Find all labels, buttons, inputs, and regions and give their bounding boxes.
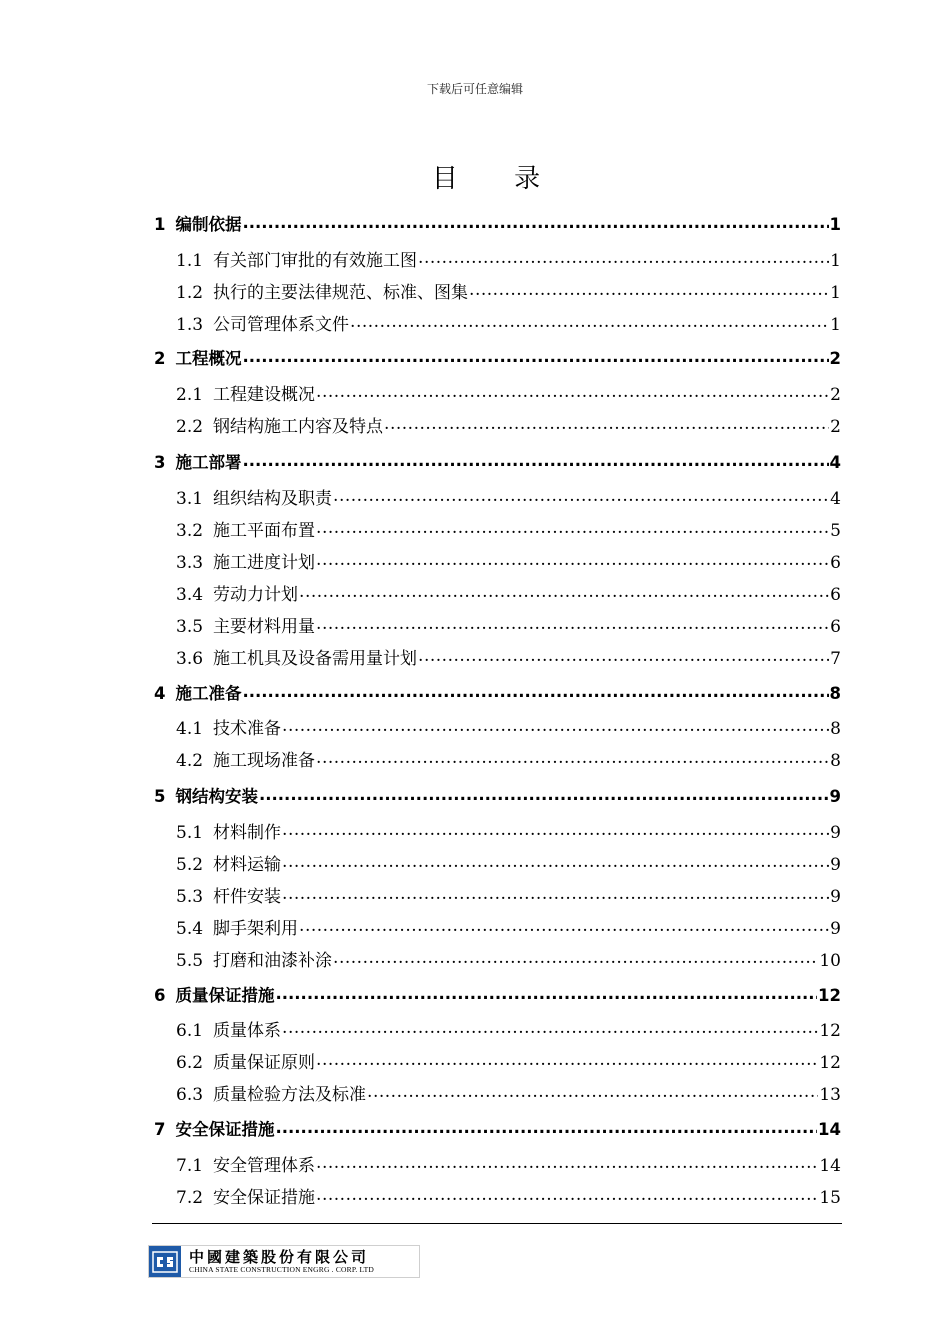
- toc-section[interactable]: [176, 1151, 841, 1175]
- toc-title-text: 安全保证措施: [213, 1188, 316, 1208]
- toc-dot-leader: [367, 1083, 818, 1100]
- toc-title-text: 质量体系: [213, 1021, 282, 1041]
- toc-title-text: 施工现场准备: [213, 751, 316, 771]
- toc-title-text: 安全管理体系: [213, 1156, 316, 1176]
- toc-dot-leader: [282, 821, 829, 838]
- toc-dot-leader: [299, 917, 829, 934]
- toc-section[interactable]: [176, 278, 841, 302]
- toc-page-number: 2: [830, 417, 841, 437]
- toc-section[interactable]: [176, 516, 841, 540]
- toc-title-text: 脚手架利用: [213, 919, 299, 939]
- toc-page-number: 13: [819, 1085, 841, 1105]
- toc-dot-leader: [242, 348, 828, 365]
- toc-number: 2.1: [176, 385, 204, 405]
- toc-title-text: 质量保证措施: [175, 986, 275, 1005]
- toc-title-text: 技术准备: [213, 719, 282, 739]
- toc-section[interactable]: [176, 580, 841, 604]
- toc-section[interactable]: [176, 818, 841, 842]
- toc-section[interactable]: [176, 1016, 841, 1040]
- toc-section[interactable]: [176, 1080, 841, 1104]
- toc-number: 4.2: [176, 751, 204, 771]
- toc-page-number: 15: [819, 1188, 841, 1208]
- toc-title-text: 施工准备: [175, 684, 242, 703]
- company-logo: [148, 1245, 420, 1278]
- toc-page-number: 2: [829, 349, 841, 368]
- toc-section[interactable]: [176, 548, 841, 572]
- toc-section[interactable]: [176, 246, 841, 270]
- toc-title-text: 工程建设概况: [213, 385, 316, 405]
- toc-dot-leader: [316, 1154, 818, 1171]
- toc-number: 3.1: [176, 489, 204, 509]
- toc-page-number: 12: [819, 1021, 841, 1041]
- toc-dot-leader: [418, 647, 829, 664]
- toc-page-number: 1: [829, 215, 841, 234]
- toc-number: 7.1: [176, 1156, 204, 1176]
- toc-title-text: 钢结构安装: [175, 787, 258, 806]
- toc-dot-leader: [316, 383, 829, 400]
- toc-number: 5: [154, 787, 166, 806]
- toc-page-number: 5: [830, 521, 841, 541]
- toc-chapter[interactable]: [154, 345, 841, 369]
- toc-title-text: 安全保证措施: [175, 1120, 275, 1139]
- toc-title-text: 质量保证原则: [213, 1053, 316, 1073]
- toc-page-number: 12: [818, 986, 841, 1005]
- toc-number: 3.2: [176, 521, 204, 541]
- toc-number: 2: [154, 349, 166, 368]
- toc-number: 7.2: [176, 1188, 204, 1208]
- toc-dot-leader: [384, 415, 829, 432]
- toc-page-number: 1: [830, 251, 841, 271]
- toc-section[interactable]: [176, 882, 841, 906]
- toc-title-text: 主要材料用量: [213, 617, 316, 637]
- toc-chapter[interactable]: [154, 982, 841, 1006]
- toc-section[interactable]: [176, 612, 841, 636]
- toc-section[interactable]: [176, 946, 841, 970]
- toc-page-number: 7: [830, 649, 841, 669]
- toc-page-number: 8: [830, 751, 841, 771]
- toc-page-number: 9: [829, 787, 841, 806]
- toc-title-text: 公司管理体系文件: [213, 315, 350, 335]
- toc-dot-leader: [282, 717, 829, 734]
- toc-number: 1.1: [176, 251, 204, 271]
- header-note: 下载后可任意编辑: [426, 82, 523, 96]
- toc-section[interactable]: [176, 850, 841, 874]
- toc-section[interactable]: [176, 310, 841, 334]
- toc-title-text: 工程概况: [175, 349, 242, 368]
- toc-title-text: 执行的主要法律规范、标准、图集: [213, 283, 469, 303]
- toc-title-text: 施工平面布置: [213, 521, 316, 541]
- toc-title-text: 施工机具及设备需用量计划: [213, 649, 418, 669]
- toc-title-text: 材料运输: [213, 855, 282, 875]
- toc-section[interactable]: [176, 644, 841, 668]
- toc-dot-leader: [299, 583, 829, 600]
- toc-title-text: 组织结构及职责: [213, 489, 333, 509]
- toc-title-text: 有关部门审批的有效施工图: [213, 251, 418, 271]
- toc-page-number: 12: [819, 1053, 841, 1073]
- toc-title-text: 钢结构施工内容及特点: [213, 417, 384, 437]
- toc-page-number: 9: [830, 919, 841, 939]
- toc-dot-leader: [242, 452, 828, 469]
- toc-dot-leader: [316, 519, 829, 536]
- toc-section[interactable]: [176, 412, 841, 436]
- toc-dot-leader: [316, 551, 829, 568]
- toc-title-text: 施工进度计划: [213, 553, 316, 573]
- toc-title-text: 编制依据: [175, 215, 242, 234]
- toc-dot-leader: [316, 749, 829, 766]
- toc-title-text: 施工部署: [175, 453, 242, 472]
- toc-title-text: 打磨和油漆补涂: [213, 951, 333, 971]
- toc-page-number: 9: [830, 855, 841, 875]
- toc-dot-leader: [316, 615, 829, 632]
- toc-page-number: 2: [830, 385, 841, 405]
- toc-dot-leader: [418, 249, 829, 266]
- toc-section[interactable]: [176, 714, 841, 738]
- logo-text: [181, 1246, 374, 1277]
- toc-number: 5.4: [176, 919, 204, 939]
- toc-chapter[interactable]: [154, 783, 841, 807]
- toc-section[interactable]: [176, 914, 841, 938]
- toc-number: 6.3: [176, 1085, 204, 1105]
- toc-number: 6.2: [176, 1053, 204, 1073]
- toc-title: 目 录: [431, 164, 565, 194]
- toc-section[interactable]: [176, 484, 841, 508]
- toc-title-text: 劳动力计划: [213, 585, 299, 605]
- toc-chapter[interactable]: [154, 1116, 841, 1140]
- toc-section[interactable]: [176, 1048, 841, 1072]
- toc-dot-leader: [275, 985, 817, 1002]
- toc-number: 6.1: [176, 1021, 204, 1041]
- toc-chapter[interactable]: [154, 211, 841, 235]
- toc-page-number: 14: [818, 1120, 841, 1139]
- toc-title-text: 杆件安装: [213, 887, 282, 907]
- toc-number: 3: [154, 453, 166, 472]
- toc-number: 1: [154, 215, 166, 234]
- toc-page-number: 1: [830, 283, 841, 303]
- toc-dot-leader: [259, 786, 829, 803]
- toc-number: 3.6: [176, 649, 204, 669]
- toc-dot-leader: [333, 949, 818, 966]
- toc-chapter[interactable]: [154, 449, 841, 473]
- toc-number: 2.2: [176, 417, 204, 437]
- toc-title-text: 材料制作: [213, 823, 282, 843]
- toc-page-number: 4: [830, 489, 841, 509]
- toc-dot-leader: [316, 1186, 818, 1203]
- toc-page-number: 8: [830, 719, 841, 739]
- toc-number: 5.1: [176, 823, 204, 843]
- toc-section[interactable]: [176, 746, 841, 770]
- toc-dot-leader: [333, 487, 829, 504]
- toc-number: 3.4: [176, 585, 204, 605]
- footer-divider: [152, 1223, 842, 1224]
- toc-number: 1.2: [176, 283, 204, 303]
- toc-dot-leader: [282, 885, 829, 902]
- toc-page-number: 9: [830, 887, 841, 907]
- toc-number: 3.3: [176, 553, 204, 573]
- toc-number: 5.3: [176, 887, 204, 907]
- toc-section[interactable]: [176, 1183, 841, 1207]
- toc-section[interactable]: [176, 380, 841, 404]
- toc-page-number: 6: [830, 553, 841, 573]
- toc-dot-leader: [282, 853, 829, 870]
- toc-page-number: 10: [819, 951, 841, 971]
- toc-dot-leader: [242, 683, 828, 700]
- toc-chapter[interactable]: [154, 680, 841, 704]
- toc-page-number: 6: [830, 585, 841, 605]
- toc-number: 5.5: [176, 951, 204, 971]
- toc-dot-leader: [242, 214, 828, 231]
- cscec-logo-icon: [149, 1246, 181, 1277]
- toc-title-text: 质量检验方法及标准: [213, 1085, 367, 1105]
- toc-dot-leader: [350, 313, 829, 330]
- toc-number: 1.3: [176, 315, 204, 335]
- toc-dot-leader: [316, 1051, 818, 1068]
- toc-page-number: 9: [830, 823, 841, 843]
- logo-english-name: CHINA STATE CONSTRUCTION ENGRG . CORP. LTD: [189, 1265, 375, 1274]
- toc-number: 6: [154, 986, 166, 1005]
- toc-page-number: 8: [829, 684, 841, 703]
- toc-page-number: 14: [819, 1156, 841, 1176]
- toc-number: 4.1: [176, 719, 204, 739]
- toc-page-number: 4: [829, 453, 841, 472]
- toc-page-number: 6: [830, 617, 841, 637]
- toc-number: 7: [154, 1120, 166, 1139]
- toc-number: 4: [154, 684, 166, 703]
- toc-dot-leader: [282, 1019, 818, 1036]
- toc-page-number: 1: [830, 315, 841, 335]
- toc-number: 5.2: [176, 855, 204, 875]
- toc-number: 3.5: [176, 617, 204, 637]
- logo-chinese-name: 中國建築股份有限公司: [189, 1248, 370, 1266]
- toc-dot-leader: [469, 281, 829, 298]
- toc-dot-leader: [275, 1119, 817, 1136]
